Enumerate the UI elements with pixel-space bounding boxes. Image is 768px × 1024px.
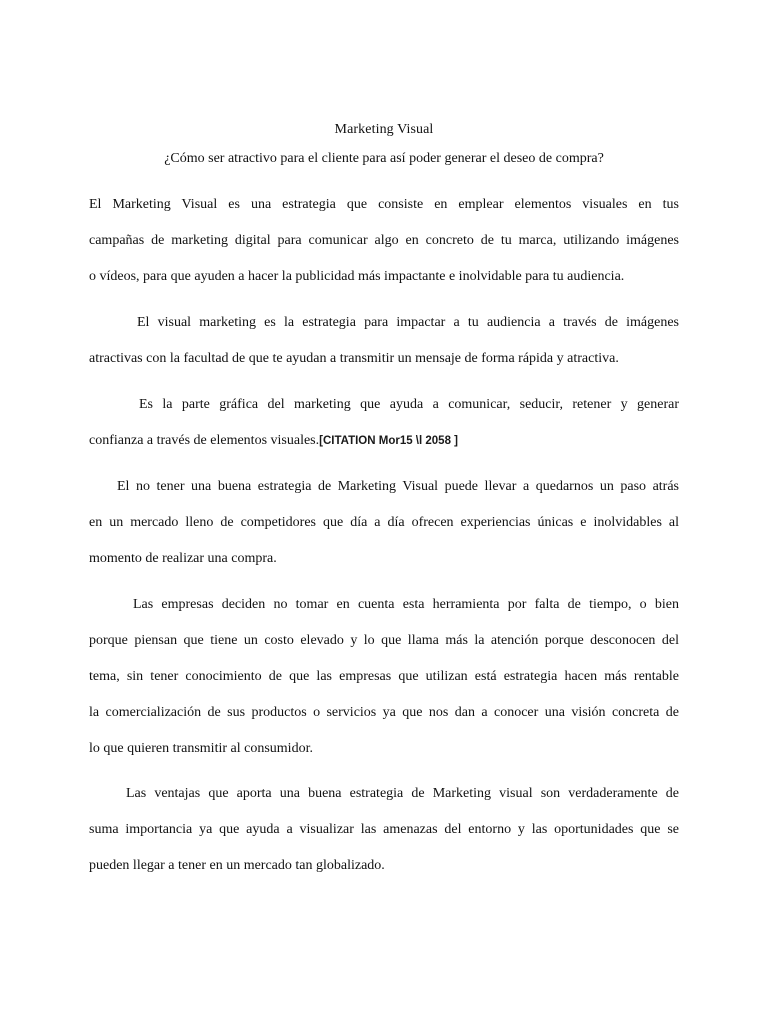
paragraph-line: tema, sin tener conocimiento de que las empresas que utilizan está estrategia hacen más rentable	[89, 669, 679, 684]
paragraph-line: Las empresas deciden no tomar en cuenta esta herramienta por falta de tiempo, o bien	[133, 597, 679, 612]
paragraph-line: en un mercado lleno de competidores que día a día ofrecen experiencias únicas e inolvidables al	[89, 515, 679, 530]
paragraph-line: pueden llegar a tener en un mercado tan globalizado.	[89, 858, 385, 873]
document-title: Marketing Visual	[334, 122, 434, 137]
paragraph-line	[89, 423, 679, 459]
paragraph-line: campañas de marketing digital para comunicar algo en concreto de tu marca, utilizando imágenes	[89, 233, 679, 248]
paragraph-line: o vídeos, para que ayuden a hacer la publicidad más impactante e inolvidable para tu audiencia.	[89, 269, 625, 284]
paragraph-line: porque piensan que tiene un costo elevado y lo que llama más la atención porque desconocen del	[89, 633, 679, 648]
paragraph-4	[89, 469, 679, 577]
paragraph-3	[89, 387, 679, 459]
paragraph-line: momento de realizar una compra.	[89, 551, 277, 566]
paragraph-line: El no tener una buena estrategia de Marketing Visual puede llevar a quedarnos un paso atrás	[117, 479, 679, 494]
paragraph-2	[89, 305, 679, 377]
paragraph-line: suma importancia ya que ayuda a visualizar las amenazas del entorno y las oportunidades que se	[89, 822, 679, 837]
paragraph-5	[89, 587, 679, 767]
paragraph-6	[89, 776, 679, 884]
document-subtitle: ¿Cómo ser atractivo para el cliente para así poder generar el deseo de compra?	[164, 151, 604, 166]
paragraph-line: Es la parte gráfica del marketing que ayuda a comunicar, seducir, retener y generar	[139, 397, 679, 412]
paragraph-line: la comercialización de sus productos o servicios ya que nos dan a conocer una visión concreta de	[89, 705, 679, 720]
paragraph-text: confianza a través de elementos visuales.	[89, 433, 320, 448]
paragraph-line: El visual marketing es la estrategia para impactar a tu audiencia a través de imágenes	[137, 315, 679, 330]
paragraph-line: lo que quieren transmitir al consumidor.	[89, 741, 313, 756]
paragraph-line: Las ventajas que aporta una buena estrategia de Marketing visual son verdaderamente de	[126, 786, 679, 801]
paragraph-1	[89, 187, 679, 295]
paragraph-line: El Marketing Visual es una estrategia que consiste en emplear elementos visuales en tus	[89, 197, 679, 212]
paragraph-line: atractivas con la facultad de que te ayudan a transmitir un mensaje de forma rápida y atractiva.	[89, 351, 619, 366]
citation-field: [CITATION Mor15 \l 2058 ]	[319, 435, 459, 447]
